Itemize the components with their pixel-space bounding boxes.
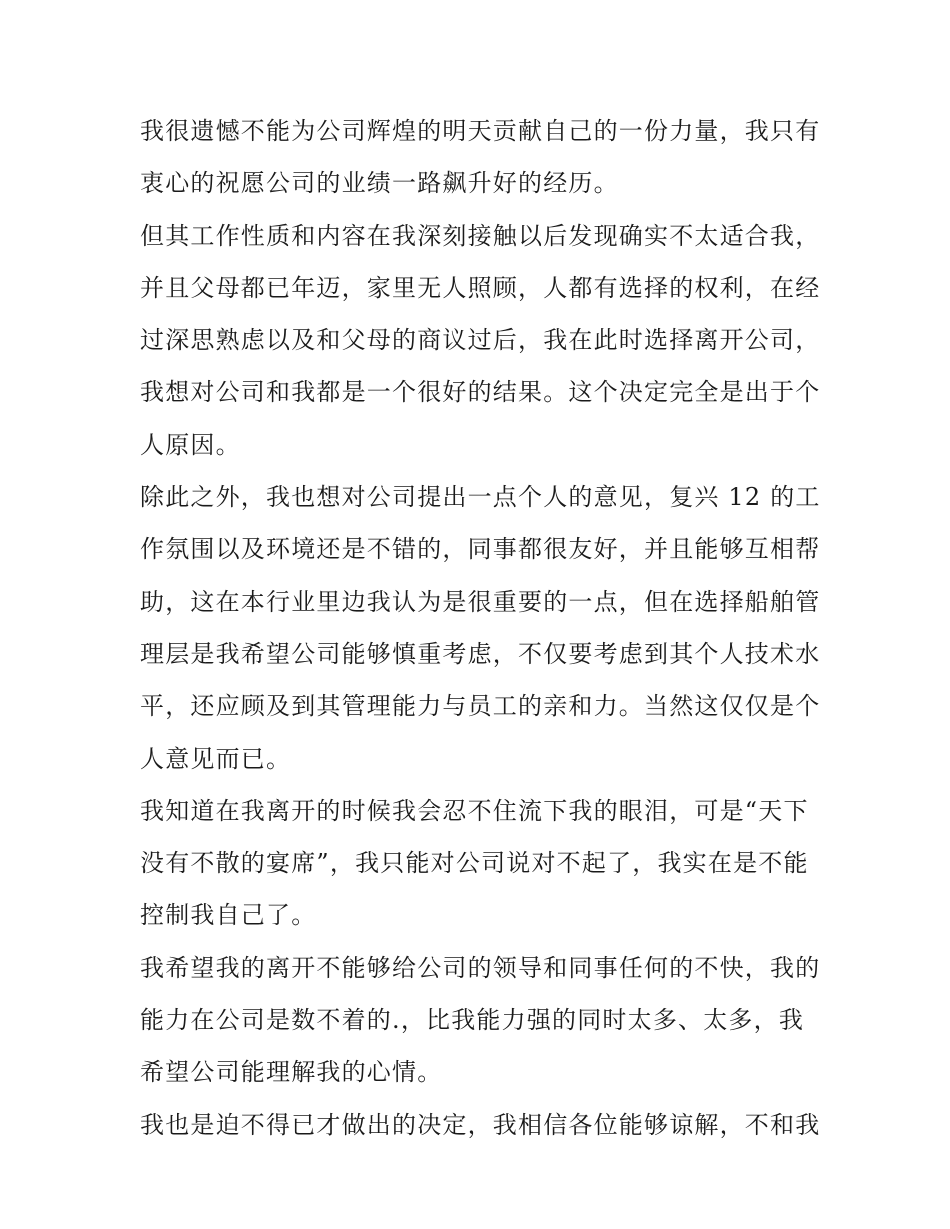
text-line: 但其工作性质和内容在我深刻接触以后发现确实不太适合我， [140,221,821,250]
paragraph [140,471,840,785]
text-line: 理层是我希望公司能够慎重考虑，不仅要考虑到其个人技术水 [140,639,821,668]
paragraph [140,1099,840,1151]
text-line: 除此之外，我也想对公司提出一点个人的意见，复兴 12 的工 [140,483,821,512]
text-line: 我很遗憾不能为公司辉煌的明天贡献自己的一份力量，我只有 [140,117,821,145]
text-line: 没有不散的宴席”，我只能对公司说对不起了，我实在是不能 [140,849,809,878]
text-line: 希望公司能理解我的心情。 [140,1058,443,1087]
paragraph [140,105,840,210]
text-line: 人原因。 [140,430,241,459]
paragraph [140,942,840,1099]
text-line: 并且父母都已年迈，家里无人照顾，人都有选择的权利，在经 [140,273,821,302]
text-line: 过深思熟虑以及和父母的商议过后，我在此时选择离开公司， [140,326,821,355]
text-line: 我知道在我离开的时候我会忍不住流下我的眼泪，可是“天下 [140,796,809,825]
text-line: 人意见而已。 [140,744,292,773]
text-line: 我希望我的离开不能够给公司的领导和同事任何的不快，我的 [140,953,821,982]
text-line: 能力在公司是数不着的.，比我能力强的同时太多、太多，我 [140,1006,805,1035]
paragraph [140,210,840,471]
letter-body [140,105,840,1151]
text-line: 我也是迫不得已才做出的决定，我相信各位能够谅解，不和我 [140,1110,821,1139]
text-line: 衷心的祝愿公司的业绩一路飙升好的经历。 [140,169,619,198]
text-line: 平，还应顾及到其管理能力与员工的亲和力。当然这仅仅是个 [140,692,821,721]
paragraph [140,785,840,942]
text-line: 我想对公司和我都是一个很好的结果。这个决定完全是出于个 [140,378,821,407]
text-line: 控制我自己了。 [140,901,317,930]
text-line: 助，这在本行业里边我认为是很重要的一点，但在选择船舶管 [140,587,821,616]
text-line: 作氛围以及环境还是不错的，同事都很友好，并且能够互相帮 [140,535,821,564]
